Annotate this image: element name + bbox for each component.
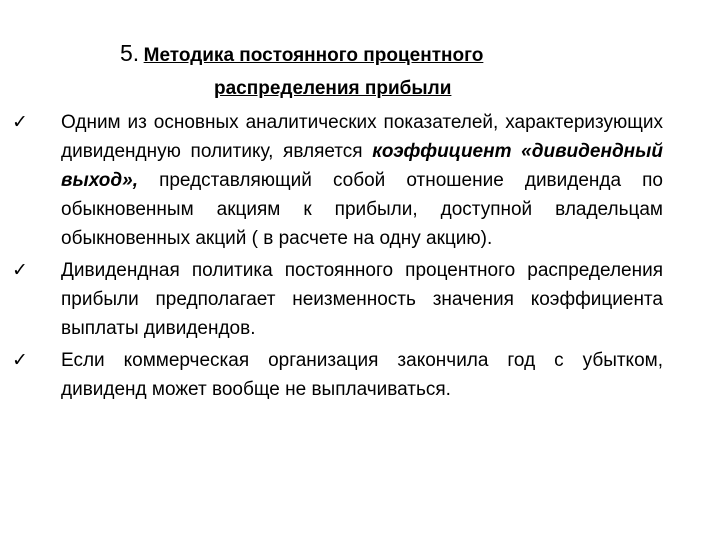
bullet-item xyxy=(0,108,720,253)
bullet-text-before: Одним из основных аналитических показателей, характеризующих дивидендную политику, является xyxy=(61,112,663,162)
bullet-text: Если коммерческая организация закончила год с убытком, дивиденд может вообще не выплачиваться. xyxy=(61,350,663,400)
bullet-item xyxy=(0,346,720,404)
checkmark-icon: ✓ xyxy=(12,259,28,281)
bullet-list xyxy=(0,108,720,407)
bullet-text-after: представляющий собой отношение дивиденда по обыкновенным акциям к прибыли, доступной владельцам обыкновенных акций ( в расчете на одну акцию). xyxy=(61,170,663,249)
title-line-1 xyxy=(120,40,483,67)
title-text-line-1: Методика постоянного процентного xyxy=(143,45,484,66)
checkmark-icon: ✓ xyxy=(12,111,28,133)
bullet-text xyxy=(61,108,663,253)
bullet-text: Дивидендная политика постоянного процентного распределения прибыли предполагает неизменность значения коэффициента выплаты дивидендов. xyxy=(61,260,663,339)
bullet-item xyxy=(0,256,720,343)
bullet-text-emphasis: коэффициент «дивидендный выход», xyxy=(61,141,663,191)
title-number: 5. xyxy=(120,40,140,66)
checkmark-icon: ✓ xyxy=(12,349,28,371)
title-text-line-2: распределения прибыли xyxy=(214,78,452,99)
